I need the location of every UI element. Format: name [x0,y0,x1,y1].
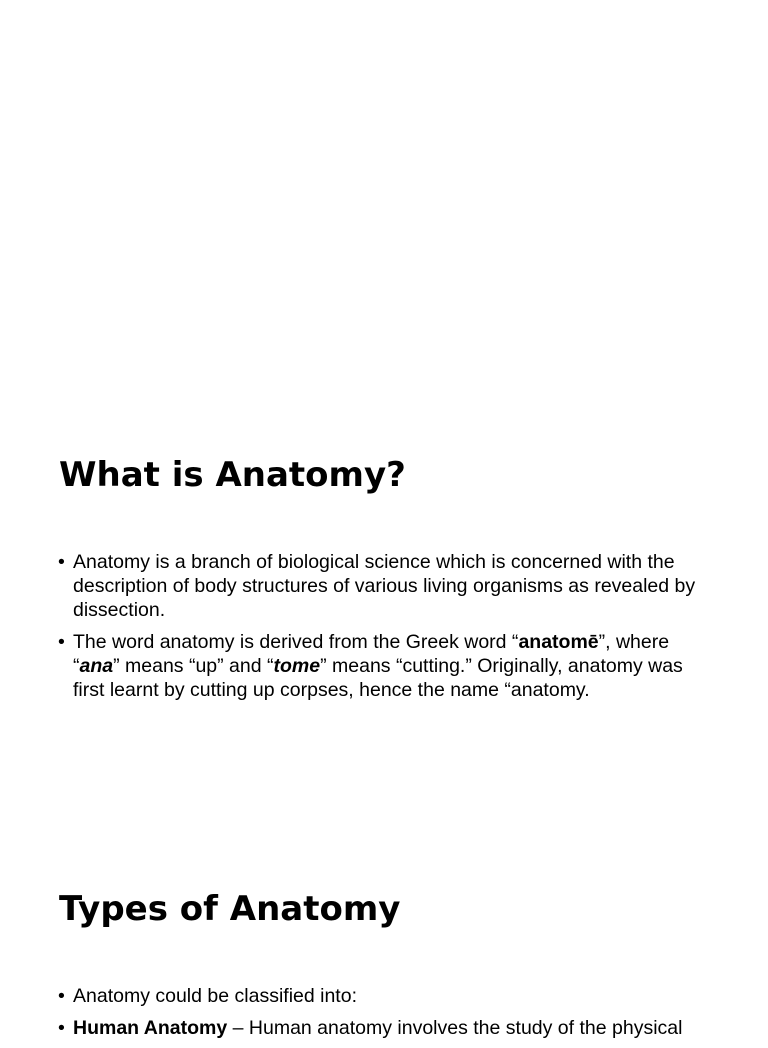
bullet-text: ”, where “ [73,631,670,677]
bullet-text: Anatomy could be classified into: [73,985,357,1007]
term-human-anatomy: Human Anatomy [73,1017,228,1039]
bullet-text: ” means “cutting.” Originally, anatomy was first learnt by cutting up corpses, hence the name “anatomy. [73,655,683,701]
greek-term-tome: tome [273,655,321,677]
bullet-text: – Human anatomy involves the study of the physical [227,1017,683,1039]
bullet-item-human-anatomy [58,1016,718,1040]
bullet-icon: • [58,631,65,653]
bullet-item-etymology [58,630,718,702]
bullet-text: Anatomy is a branch of biological science which is concerned with the description of body structures of various living organisms as revealed by dissection. [73,551,696,621]
greek-term-ana: ana [79,655,114,677]
bullet-text: ” means “up” and “ [113,655,274,677]
bullet-icon: • [58,985,65,1007]
greek-term-anatome: anatomē [518,631,599,653]
bullet-text: The word anatomy is derived from the Greek word “ [73,631,519,653]
bullet-icon: • [58,551,65,573]
bullet-item-definition [58,550,718,622]
bullet-list-types-of-anatomy [58,984,718,1048]
bullet-item-classification [58,984,718,1008]
bullet-list-what-is-anatomy [58,550,718,710]
slide-title-what-is-anatomy: What is Anatomy? [59,455,406,495]
slide-title-types-of-anatomy: Types of Anatomy [59,889,401,929]
bullet-icon: • [58,1017,65,1039]
